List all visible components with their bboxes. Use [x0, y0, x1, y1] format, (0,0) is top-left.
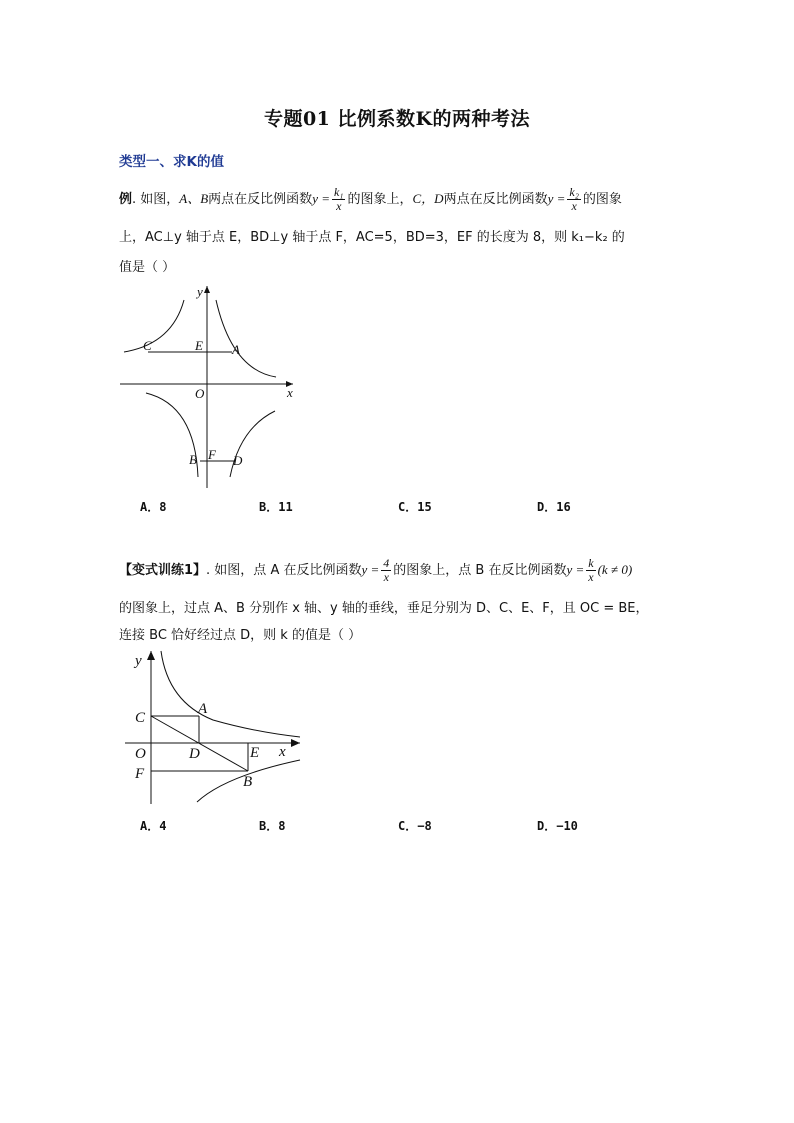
variant-line-2: 的图象上，过点 A、B 分别作 x 轴、y 轴的垂线，垂足分别为 D、C、E、F，且 OC = BE， [119, 601, 649, 616]
label-B: B [189, 452, 197, 467]
variant-line-3: 连接 BC 恰好经过点 D，则 k 的值是（ ） [119, 628, 362, 643]
label-A: A [198, 701, 208, 717]
fraction-4-over-x: $\frac{4}{x}$ [383, 556, 390, 584]
x-axis-arrow [291, 739, 300, 747]
variant-option-c[interactable]: C．−8 [398, 819, 432, 833]
label-E: E [195, 338, 203, 353]
variant-option-b[interactable]: B．8 [259, 819, 286, 833]
figure-hyperbola-2 [125, 645, 310, 810]
curve-q1 [216, 300, 276, 377]
fraction-k-over-x: $\frac{k}{x}$ [588, 556, 594, 584]
option-b[interactable]: B．11 [259, 500, 293, 514]
option-d[interactable]: D．16 [537, 500, 571, 514]
label-D: D [233, 453, 243, 468]
fraction-k1-over-x: $\frac{\text{k₁}}{x}$ [333, 185, 344, 213]
fraction-k2-over-x: $\frac{\text{k₂}}{x}$ [569, 185, 579, 213]
section-heading: 类型一、求K的值 [119, 154, 224, 170]
variant-option-d[interactable]: D．−10 [537, 819, 578, 833]
example-line-1: 例. 如图，A、B两点在反比例函数y = $\frac{\text{k₁}}{x}$ 的图象上，C，D两点在反比例函数y = $\frac{\text{k₂}}{x}$ 的图象 [119, 185, 622, 213]
page-title: 专题01 比例系数K的两种考法 [263, 108, 531, 130]
example-line-2: 上，AC⊥y 轴于点 E，BD⊥y 轴于点 F，AC=5，BD=3，EF 的长度为 8，则 k₁−k₂ 的 [119, 230, 625, 245]
curve-q2 [124, 300, 184, 352]
variant-option-a[interactable]: A．4 [140, 819, 167, 833]
variant-line-1: 【变式训练1】. 如图，点 A 在反比例函数y = $\frac{4}{x}$ 的图象上，点 B 在反比例函数y = $\frac{k}{x}$ (k ≠ 0) [119, 556, 633, 584]
label-y: y [197, 284, 203, 299]
label-F: F [208, 447, 216, 462]
label-C: C [143, 338, 152, 353]
label-B: B [243, 774, 253, 790]
label-x: x [279, 744, 286, 760]
option-a[interactable]: A．8 [140, 500, 167, 514]
label-D: D [189, 746, 200, 762]
y-axis-arrow [147, 651, 155, 660]
label-C: C [135, 710, 146, 726]
option-c[interactable]: C．15 [398, 500, 432, 514]
example-line-3: 值是（ ） [119, 260, 176, 275]
figure-hyperbola-1 [115, 280, 305, 492]
label-O: O [195, 386, 205, 401]
variant-label: 【变式训练1】 [119, 563, 207, 578]
label-x: x [287, 385, 293, 400]
example-label: 例 [119, 192, 133, 207]
label-O: O [135, 746, 146, 762]
curve-4-over-x [161, 651, 300, 737]
label-A: A [232, 342, 240, 357]
label-E: E [250, 745, 260, 761]
y-axis-arrow [204, 286, 210, 293]
label-y: y [135, 653, 142, 669]
label-F: F [135, 766, 145, 782]
